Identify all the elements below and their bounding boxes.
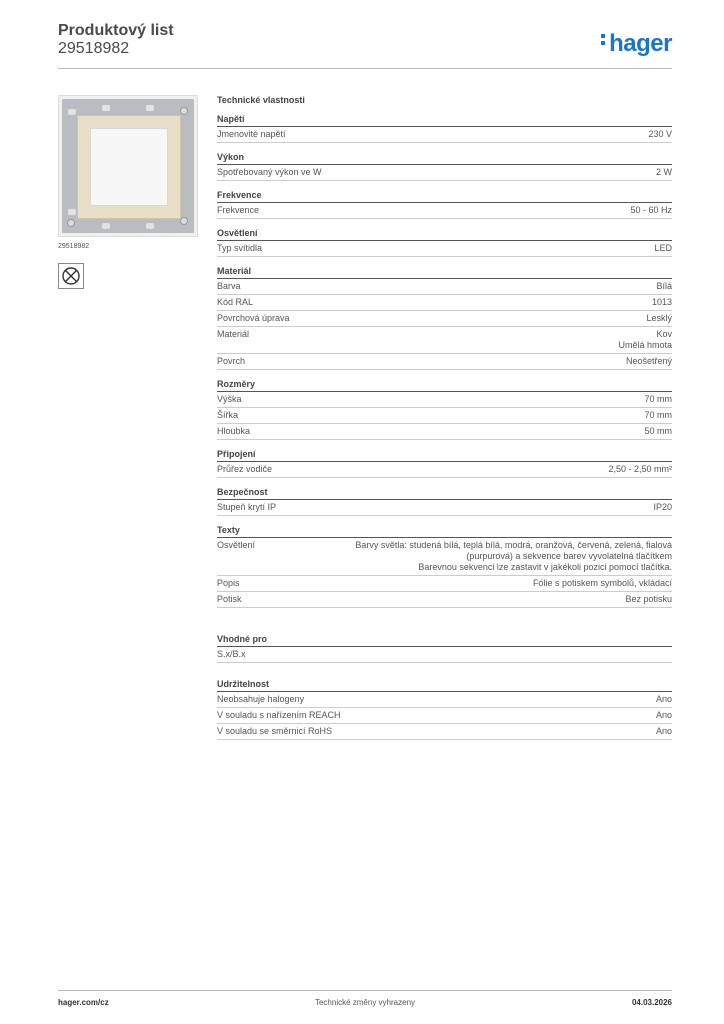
header-divider	[58, 68, 672, 69]
group-title: Osvětlení	[217, 228, 672, 241]
group-title: Napětí	[217, 114, 672, 127]
spec-label: Šířka	[217, 410, 239, 420]
spec-label: Hloubka	[217, 426, 251, 436]
spec-value: 50 - 60 Hz	[630, 205, 672, 215]
technical-specs	[217, 95, 672, 740]
page-title: Produktový list	[58, 22, 174, 39]
spec-group	[217, 525, 672, 608]
spec-group	[217, 114, 672, 143]
spec-value: LED	[654, 243, 672, 253]
spec-row	[217, 392, 672, 408]
spec-value: Barvy světla: studená bílá, teplá bílá, modrá, oranžová, červená, zelená, fialová (purpurová) a sekvence barev vyvolatelná tlačítkem Barevnou sekvenci lze zastavit v jakékoli pozici pomocí tlačítka.	[355, 540, 672, 572]
spec-row	[217, 241, 672, 257]
spec-row	[217, 692, 672, 708]
spec-value: Kov Umělá hmota	[618, 329, 672, 350]
spec-row	[217, 500, 672, 516]
spec-label: Potisk	[217, 594, 242, 604]
spec-group	[217, 228, 672, 257]
group-title: Texty	[217, 525, 672, 538]
spec-label: Stupeň krytí IP	[217, 502, 277, 512]
spec-label: Materiál	[217, 329, 250, 339]
spec-label: Povrchová úprava	[217, 313, 290, 323]
spec-label: Jmenovité napětí	[217, 129, 286, 139]
lamp-symbol-icon	[58, 263, 84, 289]
spec-group	[217, 379, 672, 440]
spec-row	[217, 165, 672, 181]
spec-value: Bílá	[656, 281, 672, 291]
footer-website-link[interactable]: hager.com/cz	[58, 998, 109, 1007]
spec-value: Ano	[655, 694, 672, 704]
spec-value: Ano	[655, 726, 672, 736]
spec-row	[217, 408, 672, 424]
spec-value: 50 mm	[644, 426, 672, 436]
spec-row	[217, 279, 672, 295]
spec-label: Kód RAL	[217, 297, 254, 307]
spec-label: Neobsahuje halogeny	[217, 694, 305, 704]
spec-value: 2,50 - 2,50 mm²	[608, 464, 672, 474]
cover-frame	[77, 115, 181, 219]
spec-group-sustainability	[217, 679, 672, 740]
spec-value: Fólie s potiskem symbolů, vkládací	[532, 578, 672, 588]
spec-value: Bez potisku	[625, 594, 672, 604]
spec-label: Frekvence	[217, 205, 260, 215]
spec-row	[217, 354, 672, 370]
spec-value: 70 mm	[644, 394, 672, 404]
footer-note: Technické změny vyhrazeny	[314, 998, 416, 1007]
spec-label: Povrch	[217, 356, 246, 366]
mounting-plate	[62, 99, 194, 233]
spec-row	[217, 203, 672, 219]
spec-group	[217, 190, 672, 219]
spec-label: V souladu s nařízením REACH	[217, 710, 341, 720]
group-title: Připojení	[217, 449, 672, 462]
spec-label: Osvětlení	[217, 540, 256, 550]
spec-label: Spotřebovaný výkon ve W	[217, 167, 322, 177]
product-photo	[58, 95, 198, 237]
spec-value: 2 W	[655, 167, 672, 177]
spec-row	[217, 538, 672, 576]
spec-label: Popis	[217, 578, 240, 588]
spec-row	[217, 708, 672, 724]
spec-row	[217, 724, 672, 740]
spec-group	[217, 152, 672, 181]
spec-label: Barva	[217, 281, 241, 291]
spec-label: S.x/B.x	[217, 649, 246, 659]
spec-label: Výška	[217, 394, 242, 404]
spec-group	[217, 266, 672, 370]
logo-text: hager	[609, 30, 672, 57]
spec-row	[217, 295, 672, 311]
group-title: Rozměry	[217, 379, 672, 392]
spec-value: Ano	[655, 710, 672, 720]
light-insert	[90, 128, 168, 206]
spec-value: Lesklý	[646, 313, 672, 323]
spec-group	[217, 487, 672, 516]
spec-value: 1013	[651, 297, 672, 307]
group-title: Vhodné pro	[217, 634, 672, 647]
group-title: Materiál	[217, 266, 672, 279]
group-title: Bezpečnost	[217, 487, 672, 500]
spec-group	[217, 449, 672, 478]
product-number: 29518982	[58, 40, 130, 57]
spec-value: Neošetřený	[625, 356, 672, 366]
page-header	[58, 22, 672, 70]
spec-row	[217, 311, 672, 327]
specs-heading: Technické vlastnosti	[217, 95, 305, 105]
footer-date: 04.03.2026	[631, 998, 672, 1007]
spec-value: 230 V	[648, 129, 672, 139]
group-title: Udržitelnost	[217, 679, 672, 692]
spec-row	[217, 462, 672, 478]
group-title: Frekvence	[217, 190, 672, 203]
footer-divider	[58, 990, 672, 991]
group-title: Výkon	[217, 152, 672, 165]
spec-group-suitable	[217, 634, 672, 663]
photo-caption: 29518982	[58, 243, 90, 250]
spec-value: IP20	[653, 502, 672, 512]
spec-row	[217, 327, 672, 354]
spec-row	[217, 592, 672, 608]
spec-label: Typ svítidla	[217, 243, 263, 253]
spec-label: Průřez vodiče	[217, 464, 273, 474]
spec-label: V souladu se směrnicí RoHS	[217, 726, 333, 736]
spec-value: 70 mm	[644, 410, 672, 420]
logo-dots-icon	[601, 31, 607, 48]
spec-row	[217, 424, 672, 440]
spec-row	[217, 127, 672, 143]
hager-logo	[601, 30, 672, 58]
spec-row	[217, 576, 672, 592]
spec-row	[217, 647, 672, 663]
